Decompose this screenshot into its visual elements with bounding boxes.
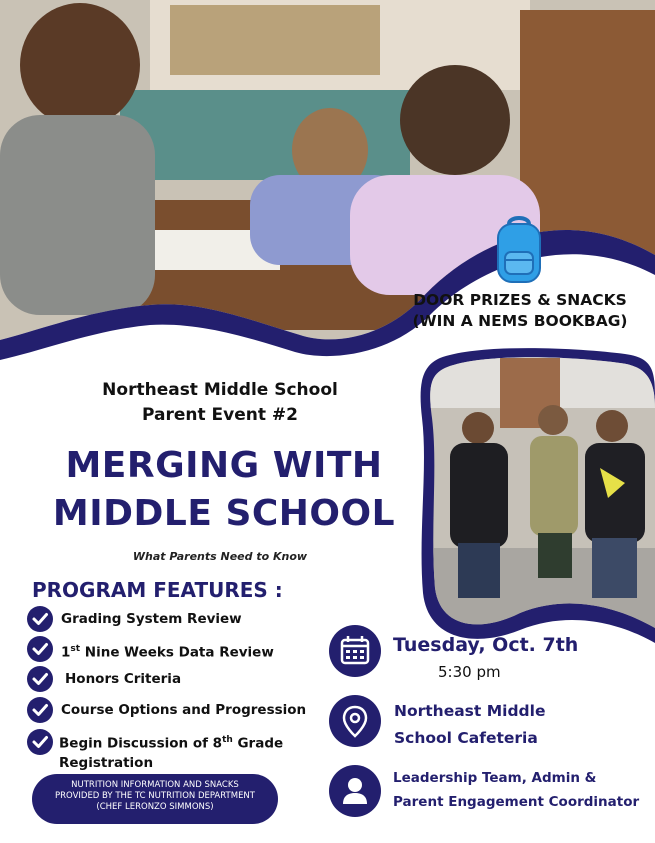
check-icon [27, 666, 53, 692]
feature-item [27, 729, 327, 773]
hosts-line-2: Parent Engagement Coordinator [393, 794, 640, 810]
feature-label: Honors Criteria [65, 671, 182, 687]
feature-item [27, 666, 327, 692]
feature-item [27, 697, 327, 723]
title-line-2: MIDDLE SCHOOL [52, 493, 396, 534]
event-title [24, 442, 424, 538]
nutrition-line-3: (CHEF LERONZO SIMMONS) [96, 802, 214, 812]
nutrition-line-1: NUTRITION INFORMATION AND SNACKS [71, 780, 239, 790]
event-date: Tuesday, Oct. 7th [393, 634, 579, 656]
event-location [394, 698, 545, 752]
event-number: Parent Event #2 [142, 405, 298, 425]
prize-line-1: DOOR PRIZES & SNACKS [413, 291, 627, 309]
students-photo [420, 348, 655, 648]
check-icon [27, 636, 53, 662]
event-hosts [393, 766, 639, 814]
location-line-1: Northeast Middle [394, 702, 546, 720]
feature-text: Grade [232, 735, 284, 752]
check-icon [27, 729, 53, 755]
feature-item [27, 636, 327, 662]
feature-ordinal: 1 [61, 644, 71, 661]
feature-text: Begin Discussion of 8 [59, 735, 223, 752]
location-line-2: School Cafeteria [394, 729, 538, 747]
nutrition-line-2: PROVIDED BY THE TC NUTRITION DEPARTMENT [55, 791, 255, 801]
feature-label [61, 640, 274, 663]
event-time: 5:30 pm [438, 663, 501, 681]
feature-label: Course Options and Progression [61, 702, 307, 718]
school-heading [90, 378, 350, 428]
feature-label [59, 731, 283, 773]
hosts-line-1: Leadership Team, Admin & [393, 770, 597, 786]
location-pin-icon [329, 695, 381, 747]
backpack-icon [494, 214, 544, 284]
feature-ordinal-suffix: st [70, 644, 81, 654]
program-features-heading: PROGRAM FEATURES : [32, 578, 283, 602]
feature-item [27, 606, 327, 632]
person-icon [329, 765, 381, 817]
nutrition-badge [32, 774, 278, 824]
prize-line-2: (WIN A NEMS BOOKBAG) [412, 312, 628, 330]
door-prizes-text [400, 290, 640, 332]
check-icon [27, 697, 53, 723]
school-name: Northeast Middle School [102, 380, 338, 400]
subtitle: What Parents Need to Know [132, 550, 308, 563]
feature-text: Registration [59, 754, 154, 771]
feature-text: Nine Weeks Data Review [84, 644, 274, 661]
feature-ordinal-suffix: th [222, 735, 233, 745]
calendar-icon [329, 625, 381, 677]
title-line-1: MERGING WITH [65, 445, 383, 486]
check-icon [27, 606, 53, 632]
feature-label: Grading System Review [61, 611, 242, 627]
